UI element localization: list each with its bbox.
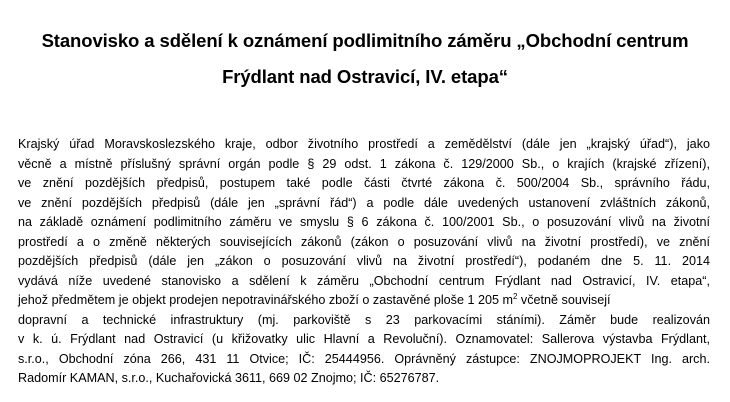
body-line: Krajský úřad Moravskoslezského kraje, odbor životního prostředí a zemědělství (dále jen „krajský úřad“), jako [18,137,710,151]
body-line: prostředí a o změně některých souvisejících zákonů (zákon o posuzování vlivů na životní prostředí), ve znění [18,234,710,249]
body-line: pozdějších předpisů (dále jen „zákon o posuzování vlivů na životní prostředí“), podaném dne 5. 11. 2014 [18,254,710,268]
body-line: dopravní a technické infrastruktury (mj. parkoviště s 23 parkovacími stáními). Záměr bude realizován [18,312,710,327]
body-line-text: jehož předmětem je objekt prodejen nepotravinářského zboží o zastavěné ploše 1 205 m [18,293,513,307]
body-line-text: včetně souvisejí [517,293,611,307]
body-paragraph [18,135,710,389]
body-line: s.r.o., Obchodní zóna 266, 431 11 Otvice; IČ: 25444956. Oprávněný zástupce: ZNOJMOPROJEKT Ing. arch. [18,351,710,366]
document-title-line-2: Frýdlant nad Ostravicí, IV. etapa“ [222,66,508,87]
body-line: v k. ú. Frýdlant nad Ostravicí (u křižovatky ulic Hlavní a Revoluční). Oznamovatel: Sallerova výstavba Frýdlant, [18,332,710,346]
body-line-last: Radomír KAMAN, s.r.o., Kuchařovická 3611, 669 02 Znojmo; IČ: 65276787. [18,371,440,385]
body-line: na základě oznámení podlimitního záměru ve smyslu § 6 zákona č. 100/2001 Sb., o posuzování vlivů na životní [18,215,710,229]
body-line: ve znění pozdějších předpisů (dále jen „správní řád“) a podle dále uvedených ustanovení zvláštních zákonů, [18,195,710,210]
area-unit-superscript: 2 [512,292,518,301]
body-line: věcně a místně příslušný správní orgán podle § 29 odst. 1 zákona č. 129/2000 Sb., o krajích (krajské zřízení), [18,156,710,171]
body-line-with-superscript [18,291,710,311]
body-line: ve znění pozdějších předpisů, postupem také podle části čtvrté zákona č. 500/2004 Sb., správního řádu, [18,176,710,190]
document-title-line-1: Stanovisko a sdělení k oznámení podlimitního záměru „Obchodní centrum [41,30,689,51]
body-line: vydává níže uvedené stanovisko a sdělení k záměru „Obchodní centrum Frýdlant nad Ostravicí, IV. etapa“, [18,273,710,288]
